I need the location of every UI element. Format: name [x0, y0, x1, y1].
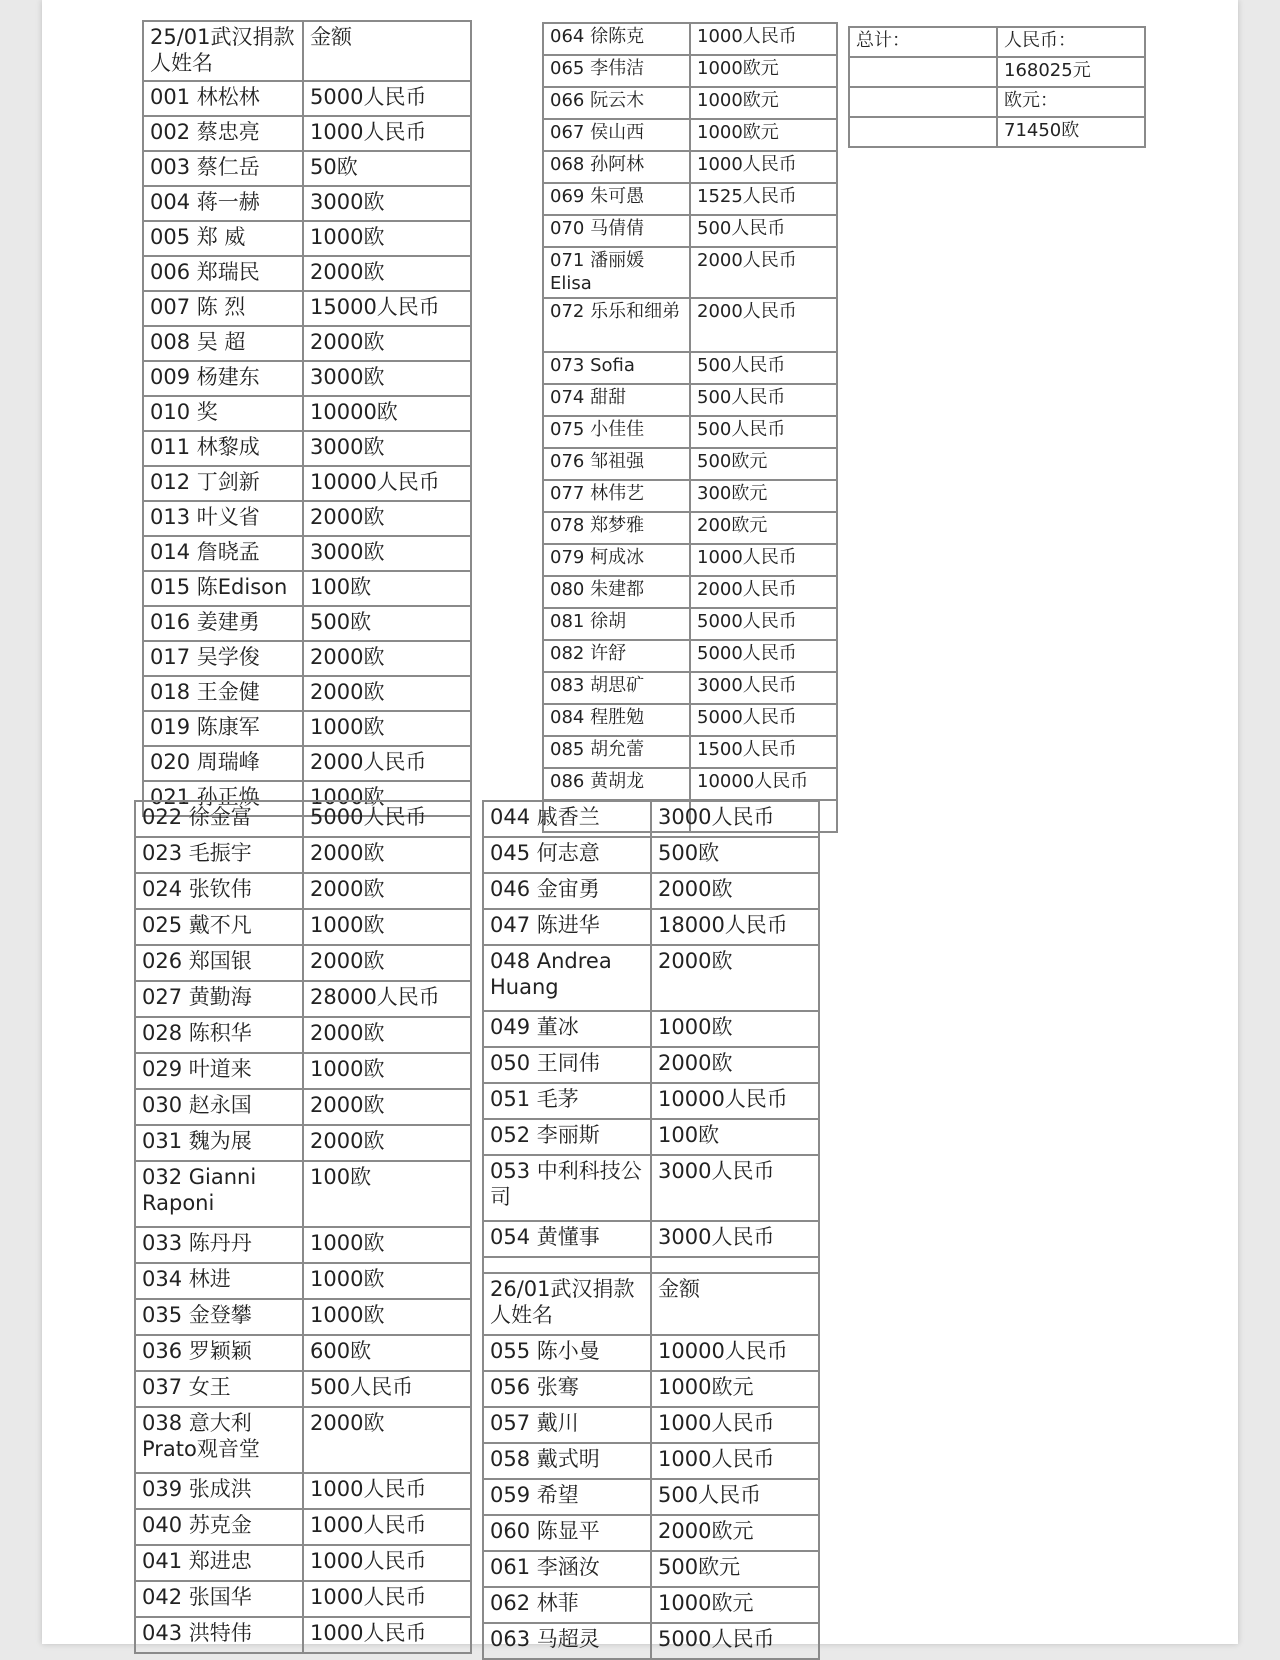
table-row — [483, 1551, 819, 1587]
donor-name: 028 陈积华 — [135, 1017, 303, 1053]
table-row — [543, 576, 837, 608]
table-row — [135, 1509, 471, 1545]
donor-name: 031 魏为展 — [135, 1125, 303, 1161]
table-row — [135, 1617, 471, 1653]
donor-name: 040 苏克金 — [135, 1509, 303, 1545]
header-amount: 金额 — [651, 1273, 819, 1335]
donation-amount: 1000人民币 — [303, 1617, 471, 1653]
donation-amount: 2000人民币 — [303, 746, 471, 781]
donor-name: 011 林黎成 — [143, 431, 303, 466]
donor-name: 064 徐陈克 — [543, 23, 690, 55]
donor-name: 052 李丽斯 — [483, 1119, 651, 1155]
table-row — [483, 909, 819, 945]
donor-name: 008 吴 超 — [143, 326, 303, 361]
donation-amount: 1000人民币 — [303, 116, 471, 151]
donation-amount: 2000人民币 — [690, 576, 837, 608]
table-row — [135, 873, 471, 909]
donor-name: 080 朱建都 — [543, 576, 690, 608]
donor-name: 022 徐金富 — [135, 801, 303, 837]
table-row — [543, 608, 837, 640]
donor-name: 019 陈康军 — [143, 711, 303, 746]
table-row — [483, 1371, 819, 1407]
donation-amount: 100欧 — [303, 571, 471, 606]
totals-table — [848, 26, 1146, 148]
table-row — [543, 298, 837, 352]
donation-amount: 2000欧 — [303, 873, 471, 909]
donation-amount: 1000欧元 — [651, 1371, 819, 1407]
table-row — [483, 1047, 819, 1083]
table-row — [483, 1623, 819, 1659]
table-row — [135, 1263, 471, 1299]
empty-cell — [651, 1257, 819, 1273]
donation-amount: 1000人民币 — [303, 1509, 471, 1545]
table-row — [143, 571, 471, 606]
donor-name: 063 马超灵 — [483, 1623, 651, 1659]
donor-name: 057 戴川 — [483, 1407, 651, 1443]
table-row — [543, 448, 837, 480]
table-row — [143, 396, 471, 431]
table-row — [135, 1581, 471, 1617]
table-row — [483, 1335, 819, 1371]
donor-name: 061 李涵汝 — [483, 1551, 651, 1587]
donor-name: 013 叶义省 — [143, 501, 303, 536]
donor-name: 006 郑瑞民 — [143, 256, 303, 291]
donation-amount: 2000欧 — [651, 1047, 819, 1083]
table-row — [849, 117, 1145, 147]
table-header — [483, 1273, 819, 1335]
donation-amount: 1000人民币 — [690, 544, 837, 576]
table-row — [543, 183, 837, 215]
empty-cell — [849, 57, 997, 87]
donor-name: 005 郑 威 — [143, 221, 303, 256]
table-row — [143, 466, 471, 501]
donor-name: 026 郑国银 — [135, 945, 303, 981]
table-row — [135, 1335, 471, 1371]
donor-name: 015 陈Edison — [143, 571, 303, 606]
donor-name: 054 黄懂事 — [483, 1221, 651, 1257]
donation-amount: 1000欧元 — [690, 87, 837, 119]
table-row — [543, 416, 837, 448]
donation-table-1 — [142, 20, 472, 817]
donor-name: 001 林松林 — [143, 81, 303, 116]
donation-amount: 1000人民币 — [303, 1581, 471, 1617]
donation-amount: 2000欧 — [303, 676, 471, 711]
eur-total: 71450欧 — [997, 117, 1145, 147]
donor-name: 014 詹晓孟 — [143, 536, 303, 571]
empty-cell — [849, 87, 997, 117]
donation-amount: 3000欧 — [303, 536, 471, 571]
donation-amount: 2000欧 — [303, 837, 471, 873]
table-row — [483, 1479, 819, 1515]
donation-amount: 1000人民币 — [690, 151, 837, 183]
donation-amount: 600欧 — [303, 1335, 471, 1371]
donation-amount: 1000欧 — [303, 781, 471, 816]
table-row — [849, 27, 1145, 57]
donor-name: 069 朱可愚 — [543, 183, 690, 215]
donation-amount: 1000欧元 — [690, 119, 837, 151]
table-row — [143, 81, 471, 116]
donation-amount: 500人民币 — [690, 352, 837, 384]
donation-amount: 3000欧 — [303, 431, 471, 466]
donation-amount: 1000欧 — [303, 221, 471, 256]
donation-amount: 3000人民币 — [651, 1221, 819, 1257]
table-row — [143, 536, 471, 571]
table-row — [483, 873, 819, 909]
table-row — [543, 151, 837, 183]
empty-cell — [483, 1257, 651, 1273]
donor-name: 081 徐胡 — [543, 608, 690, 640]
donor-name: 056 张骞 — [483, 1371, 651, 1407]
table-row — [143, 256, 471, 291]
donation-amount: 1000欧 — [303, 909, 471, 945]
donation-amount: 15000人民币 — [303, 291, 471, 326]
table-row — [483, 1083, 819, 1119]
donation-amount: 3000人民币 — [651, 801, 819, 837]
donor-name: 018 王金健 — [143, 676, 303, 711]
donation-amount: 2000人民币 — [690, 298, 837, 352]
donor-name: 046 金宙勇 — [483, 873, 651, 909]
donor-name: 033 陈丹丹 — [135, 1227, 303, 1263]
table-row — [135, 1473, 471, 1509]
donation-amount: 1000人民币 — [303, 1545, 471, 1581]
donor-name: 067 侯山西 — [543, 119, 690, 151]
donation-table-3 — [134, 800, 472, 1654]
donation-amount: 5000人民币 — [303, 801, 471, 837]
table-row — [135, 1227, 471, 1263]
table-row — [543, 352, 837, 384]
donation-amount: 500人民币 — [690, 384, 837, 416]
table-row — [135, 1125, 471, 1161]
table-row — [143, 711, 471, 746]
donor-name: 034 林进 — [135, 1263, 303, 1299]
donor-name: 051 毛茅 — [483, 1083, 651, 1119]
donor-name: 037 女王 — [135, 1371, 303, 1407]
donation-amount: 3000欧 — [303, 361, 471, 396]
donation-amount: 28000人民币 — [303, 981, 471, 1017]
donation-amount: 1000人民币 — [651, 1407, 819, 1443]
table-row — [135, 1545, 471, 1581]
donation-amount: 10000欧 — [303, 396, 471, 431]
donor-name: 050 王同伟 — [483, 1047, 651, 1083]
table-row — [135, 909, 471, 945]
donor-name: 025 戴不凡 — [135, 909, 303, 945]
table-row — [143, 676, 471, 711]
donor-name: 027 黄勤海 — [135, 981, 303, 1017]
donation-amount: 3000欧 — [303, 186, 471, 221]
donor-name: 024 张钦伟 — [135, 873, 303, 909]
table-row — [143, 326, 471, 361]
donor-name: 074 甜甜 — [543, 384, 690, 416]
donation-amount: 1000欧 — [303, 1263, 471, 1299]
table-row — [543, 55, 837, 87]
table-row — [543, 640, 837, 672]
table-row — [483, 1407, 819, 1443]
donation-amount: 1000欧元 — [651, 1587, 819, 1623]
donor-name: 082 许舒 — [543, 640, 690, 672]
table-row — [143, 116, 471, 151]
donor-name: 003 蔡仁岳 — [143, 151, 303, 186]
donor-name: 079 柯成冰 — [543, 544, 690, 576]
donation-amount: 1000人民币 — [303, 1473, 471, 1509]
donor-name: 032 Gianni Raponi — [135, 1161, 303, 1227]
header-name: 25/01武汉捐款人姓名 — [143, 21, 303, 81]
donation-table-4 — [482, 800, 820, 1660]
table-row — [143, 501, 471, 536]
header-name: 26/01武汉捐款人姓名 — [483, 1273, 651, 1335]
donation-amount: 10000人民币 — [651, 1083, 819, 1119]
table-header — [143, 21, 471, 81]
donation-amount: 2000欧 — [303, 256, 471, 291]
donation-amount: 200欧元 — [690, 512, 837, 544]
donor-name: 059 希望 — [483, 1479, 651, 1515]
table-row — [143, 291, 471, 326]
donor-name: 016 姜建勇 — [143, 606, 303, 641]
table-row — [543, 215, 837, 247]
table-row — [849, 57, 1145, 87]
table-row — [483, 945, 819, 1011]
donor-name: 044 戚香兰 — [483, 801, 651, 837]
table-row — [135, 1371, 471, 1407]
table-row — [135, 1161, 471, 1227]
table-row — [483, 801, 819, 837]
table-row — [143, 746, 471, 781]
donation-amount: 2000欧 — [651, 873, 819, 909]
donor-name: 021 孙正焕 — [143, 781, 303, 816]
donation-amount: 100欧 — [303, 1161, 471, 1227]
donation-table-2 — [542, 22, 838, 833]
table-row — [483, 1587, 819, 1623]
table-row — [135, 945, 471, 981]
table-row — [543, 544, 837, 576]
table-row — [135, 981, 471, 1017]
table-row — [543, 704, 837, 736]
donor-name: 055 陈小曼 — [483, 1335, 651, 1371]
donor-name: 035 金登攀 — [135, 1299, 303, 1335]
donation-amount: 2000欧 — [303, 1125, 471, 1161]
table-row — [135, 1299, 471, 1335]
donation-amount: 18000人民币 — [651, 909, 819, 945]
donor-name: 066 阮云木 — [543, 87, 690, 119]
table-row — [483, 837, 819, 873]
donation-amount: 2000欧 — [303, 945, 471, 981]
donation-amount: 300欧元 — [690, 480, 837, 512]
donation-amount: 10000人民币 — [303, 466, 471, 501]
donor-name: 038 意大利Prato观音堂 — [135, 1407, 303, 1473]
donation-amount: 500欧元 — [690, 448, 837, 480]
donation-amount: 5000人民币 — [303, 81, 471, 116]
donation-amount: 1000欧 — [303, 1053, 471, 1089]
totals-label: 总计： — [849, 27, 997, 57]
table-row — [143, 641, 471, 676]
donor-name: 042 张国华 — [135, 1581, 303, 1617]
table-row — [143, 431, 471, 466]
donor-name: 009 杨建东 — [143, 361, 303, 396]
donation-amount: 1000欧 — [651, 1011, 819, 1047]
donor-name: 045 何志意 — [483, 837, 651, 873]
donation-amount: 1000欧 — [303, 1227, 471, 1263]
donation-amount: 2000欧 — [303, 326, 471, 361]
table-row — [143, 186, 471, 221]
donation-amount: 1000欧元 — [690, 55, 837, 87]
table-row — [483, 1443, 819, 1479]
donor-name: 020 周瑞峰 — [143, 746, 303, 781]
donation-amount: 500人民币 — [690, 416, 837, 448]
table-row — [135, 1089, 471, 1125]
donation-amount: 500欧元 — [651, 1551, 819, 1587]
empty-cell — [849, 117, 997, 147]
donation-amount: 1500人民币 — [690, 736, 837, 768]
donation-amount: 1000人民币 — [651, 1443, 819, 1479]
table-row — [483, 1155, 819, 1221]
donor-name: 083 胡思矿 — [543, 672, 690, 704]
donation-amount: 2000欧 — [303, 1089, 471, 1125]
table-row — [143, 361, 471, 396]
donor-name: 068 孙阿林 — [543, 151, 690, 183]
donor-name: 062 林菲 — [483, 1587, 651, 1623]
donor-name: 043 洪特伟 — [135, 1617, 303, 1653]
table-row — [135, 1053, 471, 1089]
table-row — [143, 221, 471, 256]
donor-name: 060 陈显平 — [483, 1515, 651, 1551]
donation-amount: 2000欧 — [303, 1017, 471, 1053]
table-row — [143, 151, 471, 186]
table-row — [849, 87, 1145, 117]
donation-amount: 2000欧 — [303, 501, 471, 536]
donor-name: 041 郑进忠 — [135, 1545, 303, 1581]
donor-name: 048 Andrea Huang — [483, 945, 651, 1011]
donor-name: 085 胡允蕾 — [543, 736, 690, 768]
donation-amount: 500欧 — [651, 837, 819, 873]
table-row — [543, 480, 837, 512]
donor-name: 049 董冰 — [483, 1011, 651, 1047]
table-row — [135, 1407, 471, 1473]
donation-amount: 5000人民币 — [690, 640, 837, 672]
table-row — [483, 1011, 819, 1047]
donation-amount: 2000人民币 — [690, 247, 837, 298]
table-row — [483, 1515, 819, 1551]
donation-amount: 5000人民币 — [651, 1623, 819, 1659]
table-row — [543, 384, 837, 416]
donation-amount: 1000欧 — [303, 711, 471, 746]
donation-amount: 1000人民币 — [690, 23, 837, 55]
donation-amount: 10000人民币 — [690, 768, 837, 800]
donor-name: 017 吴学俊 — [143, 641, 303, 676]
donation-amount: 2000欧 — [651, 945, 819, 1011]
donation-amount: 2000欧元 — [651, 1515, 819, 1551]
header-amount: 金额 — [303, 21, 471, 81]
donor-name: 004 蒋一赫 — [143, 186, 303, 221]
donor-name: 010 奖 — [143, 396, 303, 431]
table-row — [543, 512, 837, 544]
donation-amount: 500人民币 — [651, 1479, 819, 1515]
donation-amount: 2000欧 — [303, 641, 471, 676]
donor-name: 039 张成洪 — [135, 1473, 303, 1509]
table-row — [543, 672, 837, 704]
table-row — [543, 119, 837, 151]
donor-name: 065 李伟洁 — [543, 55, 690, 87]
table-row — [135, 801, 471, 837]
donor-name: 072 乐乐和细弟 — [543, 298, 690, 352]
donor-name: 084 程胜勉 — [543, 704, 690, 736]
table-row — [543, 768, 837, 800]
donation-amount: 5000人民币 — [690, 608, 837, 640]
rmb-total: 168025元 — [997, 57, 1145, 87]
donor-name: 086 黄胡龙 — [543, 768, 690, 800]
table-row — [543, 23, 837, 55]
donor-name: 078 郑梦雅 — [543, 512, 690, 544]
donor-name: 029 叶道来 — [135, 1053, 303, 1089]
donor-name: 002 蔡忠亮 — [143, 116, 303, 151]
table-row — [483, 1221, 819, 1257]
donation-amount: 1525人民币 — [690, 183, 837, 215]
donor-name: 075 小佳佳 — [543, 416, 690, 448]
donation-amount: 500欧 — [303, 606, 471, 641]
donor-name: 030 赵永国 — [135, 1089, 303, 1125]
donor-name: 076 邹祖强 — [543, 448, 690, 480]
donor-name: 053 中利科技公司 — [483, 1155, 651, 1221]
donor-name: 070 马倩倩 — [543, 215, 690, 247]
donor-name: 012 丁剑新 — [143, 466, 303, 501]
donation-amount: 500人民币 — [690, 215, 837, 247]
donor-name: 073 Sofia — [543, 352, 690, 384]
donation-amount: 50欧 — [303, 151, 471, 186]
donation-amount: 100欧 — [651, 1119, 819, 1155]
donation-amount: 2000欧 — [303, 1407, 471, 1473]
table-row — [135, 837, 471, 873]
donor-name: 023 毛振宇 — [135, 837, 303, 873]
eur-label: 欧元： — [997, 87, 1145, 117]
donation-amount: 500人民币 — [303, 1371, 471, 1407]
rmb-label: 人民币： — [997, 27, 1145, 57]
table-row — [483, 1257, 819, 1273]
donation-amount: 5000人民币 — [690, 704, 837, 736]
table-row — [543, 87, 837, 119]
donation-amount: 3000人民币 — [690, 672, 837, 704]
donation-amount: 10000人民币 — [651, 1335, 819, 1371]
donor-name: 077 林伟艺 — [543, 480, 690, 512]
table-row — [543, 736, 837, 768]
donation-amount: 3000人民币 — [651, 1155, 819, 1221]
donor-name: 007 陈 烈 — [143, 291, 303, 326]
donor-name: 036 罗颖颖 — [135, 1335, 303, 1371]
table-row — [135, 1017, 471, 1053]
donor-name: 071 潘丽媛Elisa — [543, 247, 690, 298]
donor-name: 047 陈进华 — [483, 909, 651, 945]
table-row — [543, 247, 837, 298]
donor-name: 058 戴式明 — [483, 1443, 651, 1479]
table-row — [483, 1119, 819, 1155]
table-row — [143, 606, 471, 641]
donation-amount: 1000欧 — [303, 1299, 471, 1335]
